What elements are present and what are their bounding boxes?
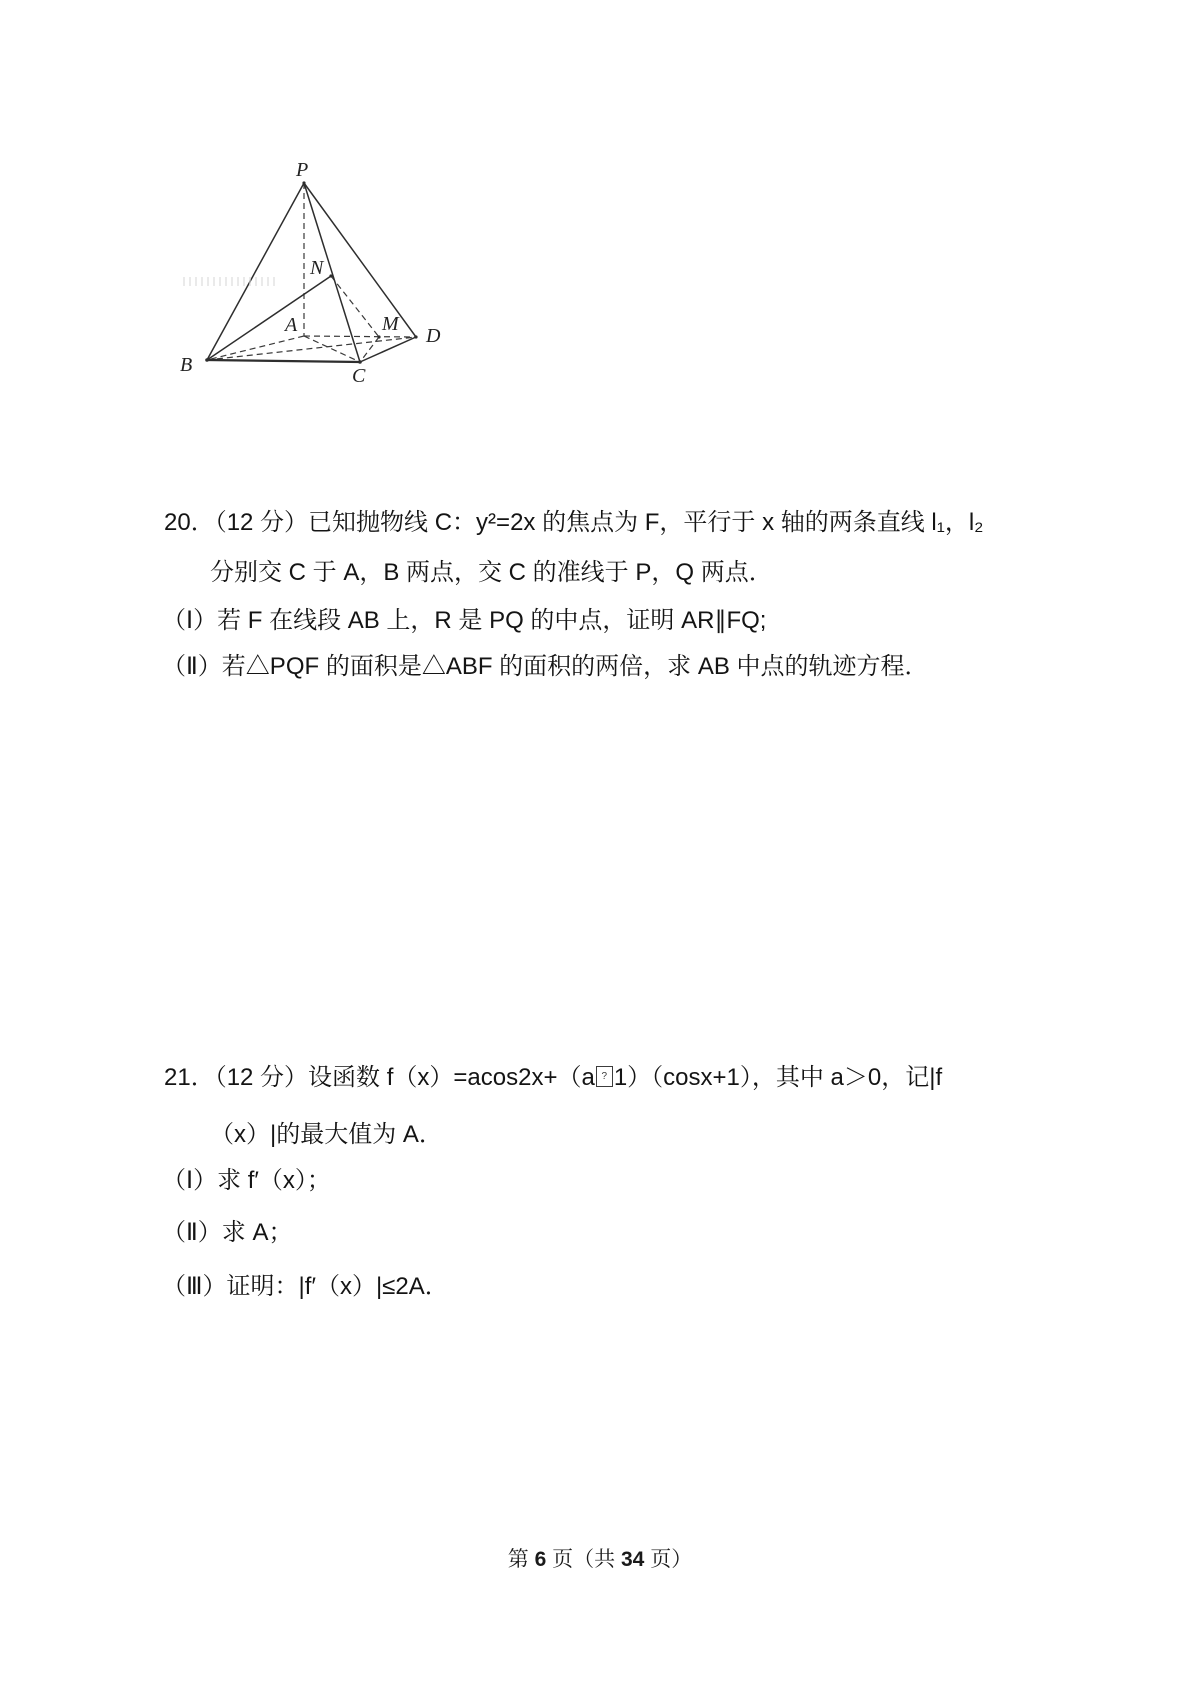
problem20-part1: （Ⅰ）若 F 在线段 AB 上，R 是 PQ 的中点，证明 AR∥FQ; [162, 607, 767, 634]
footer-total-pages: 34 [621, 1548, 645, 1571]
vertex-C [358, 360, 362, 364]
vertex-P [302, 181, 305, 184]
problem21-part2: （Ⅱ）求 A； [162, 1219, 293, 1246]
label-B: B [180, 354, 193, 376]
edge-BN [207, 276, 331, 360]
edge-AD-dashed [304, 336, 416, 337]
footer-prefix: 第 [507, 1548, 535, 1571]
label-D: D [426, 325, 441, 347]
vertex-B [205, 358, 209, 362]
vertex-M [377, 335, 380, 338]
footer-page-number: 6 [534, 1548, 547, 1571]
label-C: C [352, 365, 366, 387]
page-footer [0, 1543, 1200, 1573]
problem21-part3: （Ⅲ）证明：|f′（x）|≤2A． [162, 1273, 449, 1300]
vertex-N [329, 274, 332, 277]
problem21-line1-before: 21．（12 分）设函数 f（x）=acos2x+（a [164, 1064, 595, 1091]
edge-AB-dashed [207, 336, 304, 360]
problem21-line1 [164, 1063, 942, 1093]
pyramid-svg [150, 140, 470, 400]
problem20-line2: 分别交 C 于 A，B 两点，交 C 的准线于 P，Q 两点． [210, 559, 773, 586]
missing-glyph-box: ? [596, 1066, 613, 1087]
problem21-part1: （Ⅰ）求 f′（x）； [162, 1167, 331, 1194]
problem21-line1-after: 1）（cosx+1），其中 a＞0，记|f [613, 1064, 943, 1091]
label-M: M [382, 313, 399, 335]
problem21-line2: （x）|的最大值为 A． [210, 1121, 443, 1148]
scan-artifact [183, 277, 278, 286]
problem20-line1: 20．（12 分）已知抛物线 C：y²=2x 的焦点为 F，平行于 x 轴的两条直线 l₁，l₂ [164, 509, 984, 536]
label-A: A [285, 314, 298, 336]
label-P: P [296, 159, 309, 181]
edge-NM-dashed [331, 276, 379, 337]
label-N: N [310, 257, 324, 279]
edge-BD-dashed [207, 337, 416, 360]
footer-suffix: 页） [644, 1548, 693, 1571]
edge-BC [207, 360, 360, 362]
footer-mid: 页（共 [546, 1548, 621, 1571]
pyramid-figure [150, 140, 470, 400]
vertex-D [414, 335, 417, 338]
problem20-part2: （Ⅱ）若△PQF 的面积是△ABF 的面积的两倍，求 AB 中点的轨迹方程． [162, 653, 929, 680]
edge-CD [360, 337, 416, 362]
